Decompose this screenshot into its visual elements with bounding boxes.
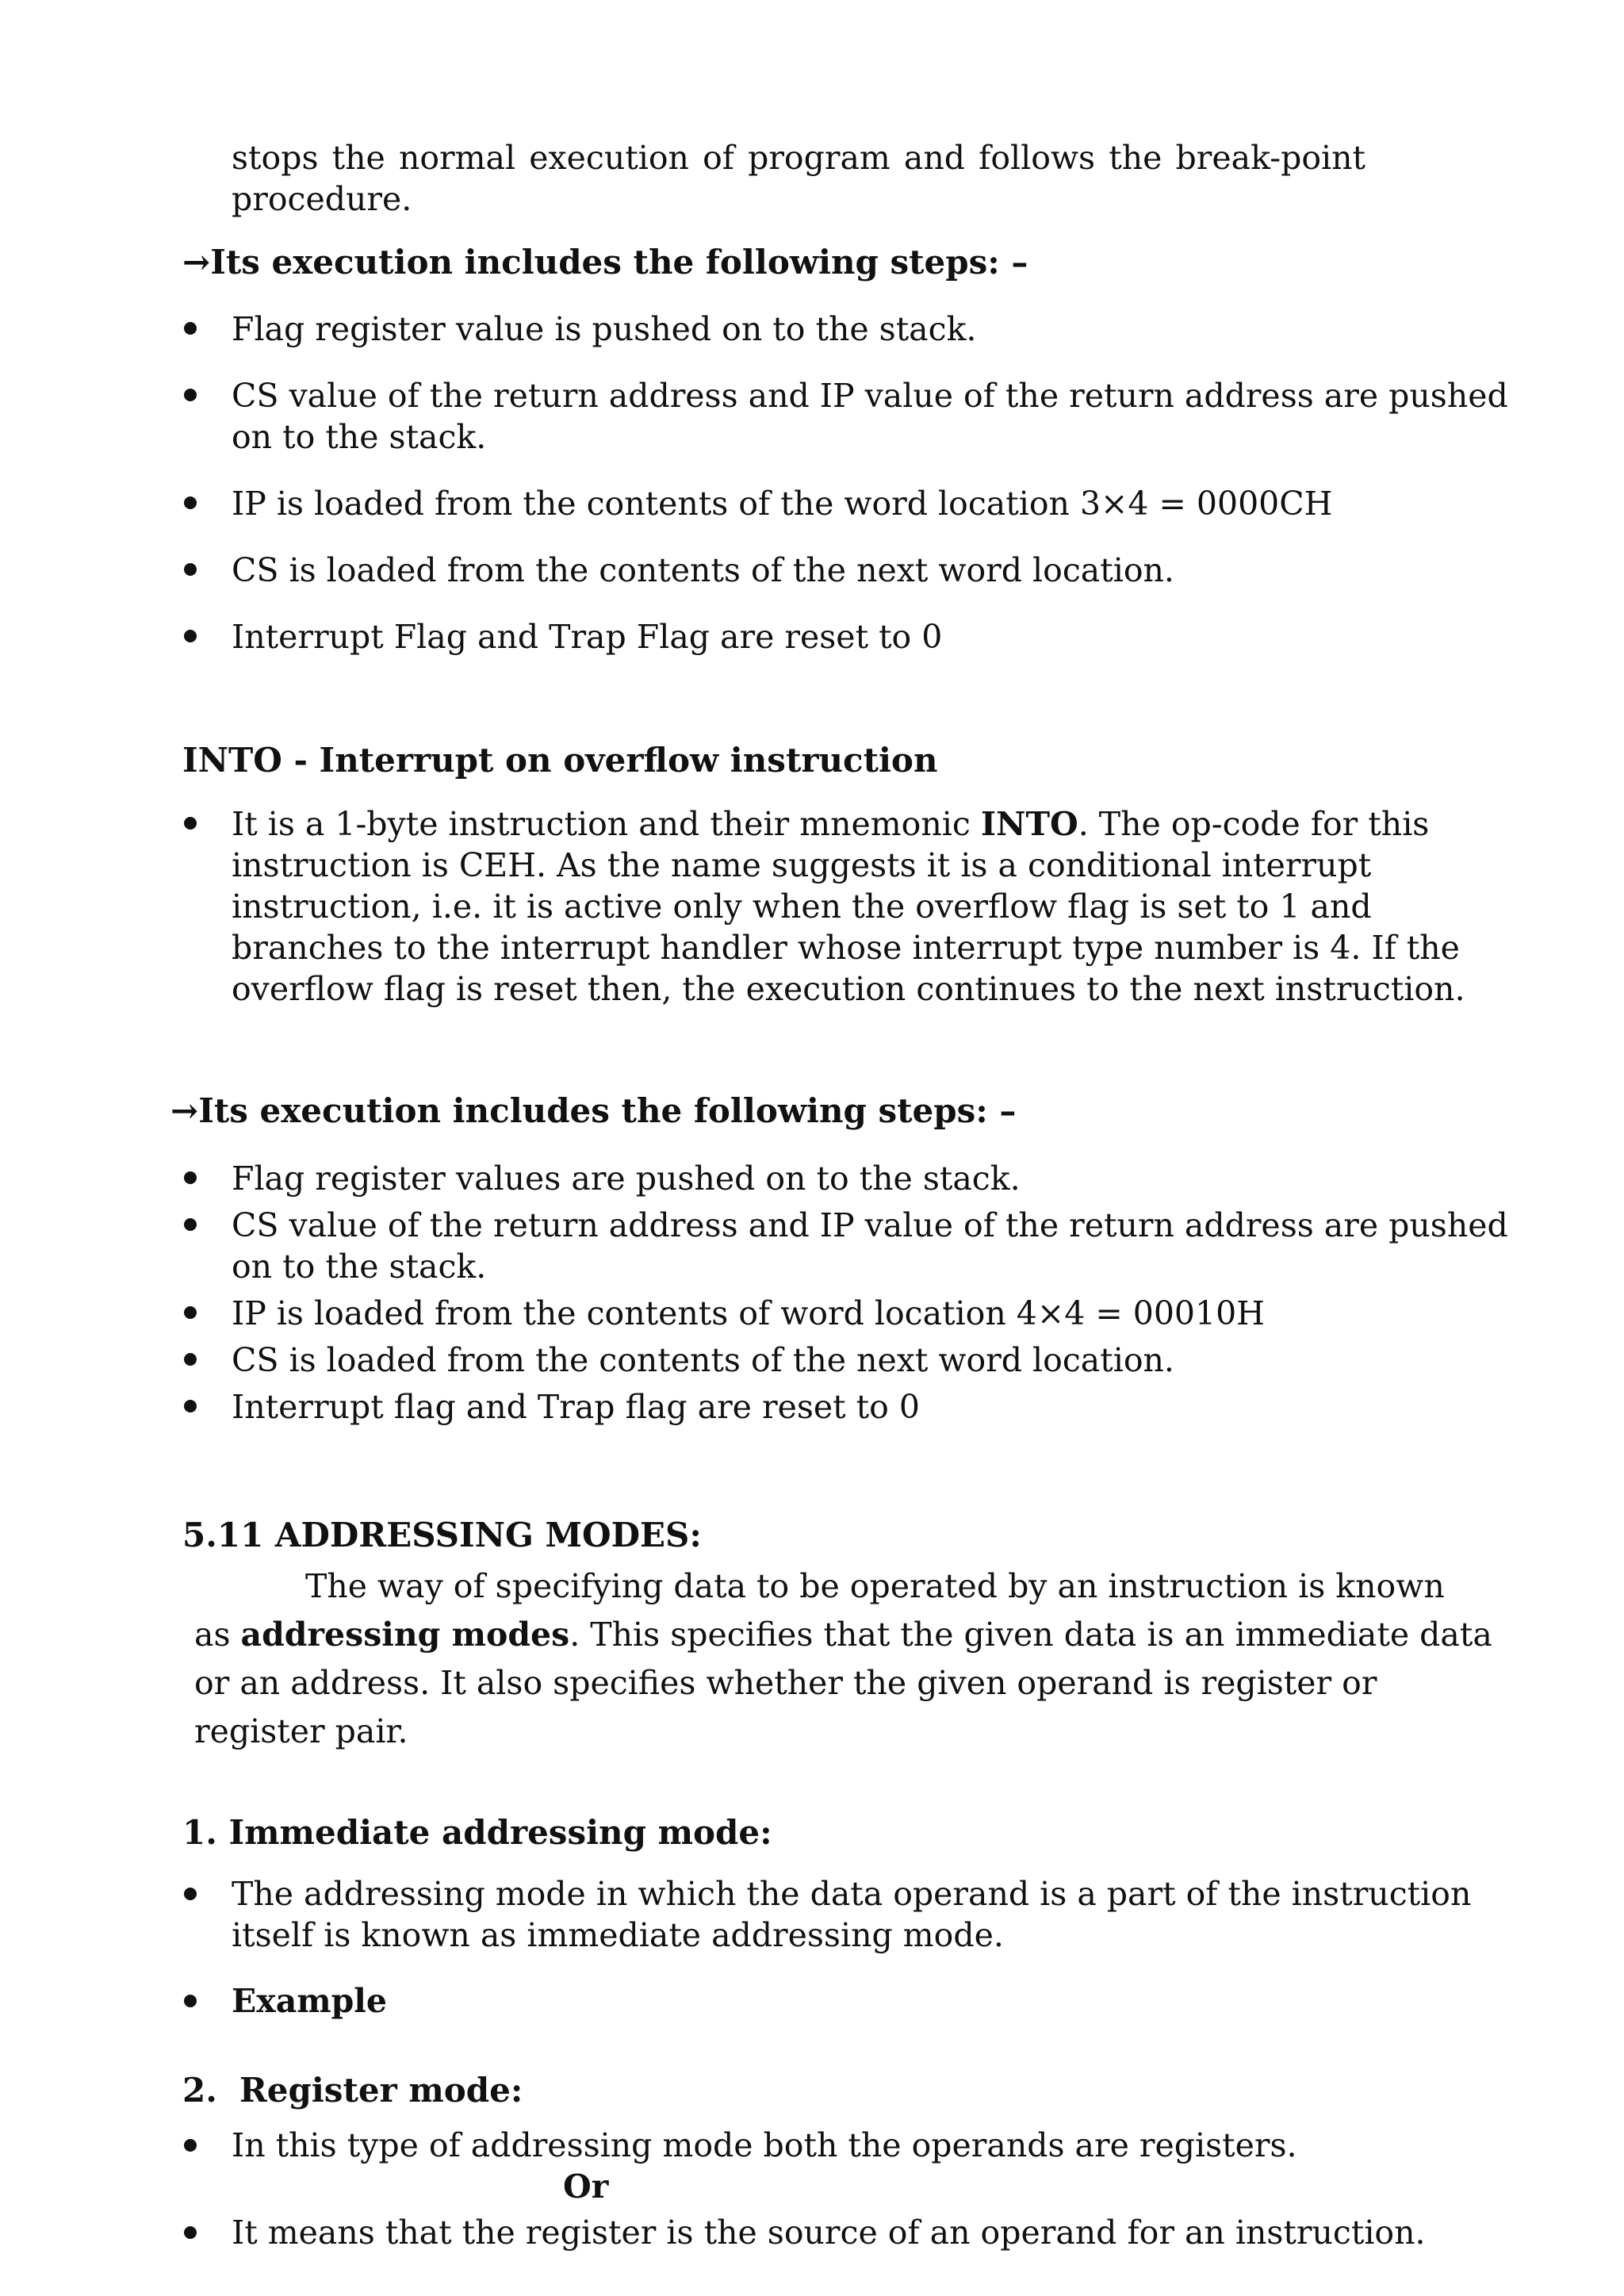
register-or: Or — [563, 2168, 609, 2206]
into-steps-heading-text: Its execution includes the following steps: – — [198, 1091, 1017, 1130]
register-mode-number: 2. — [182, 2071, 217, 2110]
into-desc-text-a: It is a 1-byte instruction and their mnemonic — [232, 805, 981, 843]
arrow-right-icon: → — [170, 1091, 199, 1130]
bullet-icon — [184, 2139, 197, 2152]
bullet-icon — [184, 817, 197, 830]
addressing-para-text-a: as — [194, 1616, 241, 1654]
int3-step-item-2-line-1: CS value of the return address and IP value of the return address are pushed — [232, 377, 1508, 415]
bullet-icon — [184, 389, 197, 401]
bullet-icon — [184, 1306, 197, 1319]
bullet-icon — [184, 1400, 197, 1412]
addressing-para-line-1: The way of specifying data to be operated by an instruction is known — [305, 1567, 1445, 1605]
bullet-icon — [184, 1995, 197, 2007]
into-steps-heading — [170, 1091, 1016, 1132]
into-step-item-3-line-1: IP is loaded from the contents of word location 4×4 = 00010H — [232, 1294, 1265, 1332]
arrow-right-icon: → — [182, 243, 211, 282]
bullet-icon — [184, 1353, 197, 1366]
into-step-item-2-line-1: CS value of the return address and IP value of the return address are pushed — [232, 1206, 1508, 1244]
into-step-item-1-line-1: Flag register values are pushed on to the stack. — [232, 1159, 1021, 1198]
addressing-modes-term: addressing modes — [240, 1616, 570, 1654]
immediate-item-1-line-1: The addressing mode in which the data operand is a part of the instruction — [232, 1875, 1472, 1913]
bullet-icon — [184, 563, 197, 576]
into-desc-line-1 — [232, 803, 1430, 845]
addressing-para-line-3: or an address. It also specifies whether the given operand is register or — [194, 1664, 1377, 1702]
int3-step-item-3-line-1: IP is loaded from the contents of the word location 3×4 = 0000CH — [232, 485, 1333, 523]
into-heading: INTO - Interrupt on overflow instruction — [182, 741, 938, 780]
bullet-icon — [184, 1888, 197, 1900]
addressing-para-text-b: . This specifies that the given data is an immediate data — [569, 1616, 1492, 1654]
int3-step-item-4-line-1: CS is loaded from the contents of the next word location. — [232, 551, 1174, 589]
into-desc-line-3: instruction, i.e. it is active only when the overflow flag is set to 1 and — [232, 887, 1372, 926]
immediate-item-1-line-2: itself is known as immediate addressing mode. — [232, 1916, 1004, 1954]
int3-steps-heading-text: Its execution includes the following steps: – — [210, 243, 1028, 282]
bullet-icon — [184, 322, 197, 335]
bullet-icon — [184, 630, 197, 642]
int3-steps-heading — [182, 242, 1028, 283]
bullet-icon — [184, 1171, 197, 1184]
into-step-item-4-line-1: CS is loaded from the contents of the next word location. — [232, 1341, 1174, 1379]
continuation-line-1: stops the normal execution of program and follows the break-point — [232, 139, 1365, 177]
into-desc-line-2: instruction is CEH. As the name suggests it is a conditional interrupt — [232, 846, 1372, 884]
into-desc-line-4: branches to the interrupt handler whose interrupt type number is 4. If the — [232, 929, 1460, 967]
int3-step-item-5-line-1: Interrupt Flag and Trap Flag are reset to 0 — [232, 618, 943, 656]
register-item-1: In this type of addressing mode both the operands are registers. — [232, 2126, 1297, 2164]
int3-step-item-2-line-2: on to the stack. — [232, 418, 487, 456]
register-mode-title: Register mode: — [239, 2071, 523, 2110]
int3-step-item-1-line-1: Flag register value is pushed on to the stack. — [232, 310, 977, 348]
addressing-para-line-4: register pair. — [194, 1712, 408, 1750]
register-item-2: It means that the register is the source of an operand for an instruction. — [232, 2214, 1426, 2252]
addressing-modes-heading: 5.11 ADDRESSING MODES: — [182, 1516, 702, 1554]
bullet-icon — [184, 2226, 197, 2239]
register-mode-heading — [182, 2070, 523, 2111]
into-mnemonic: INTO — [980, 805, 1078, 843]
into-desc-text-b: . The op-code for this — [1078, 805, 1430, 843]
continuation-line-2: procedure. — [232, 180, 412, 218]
into-step-item-5-line-1: Interrupt flag and Trap flag are reset to 0 — [232, 1388, 920, 1426]
immediate-mode-heading: 1. Immediate addressing mode: — [182, 1813, 772, 1852]
addressing-para-line-2 — [194, 1614, 1492, 1655]
immediate-example: Example — [232, 1982, 387, 2020]
into-desc-line-5: overflow flag is reset then, the execution continues to the next instruction. — [232, 970, 1465, 1008]
bullet-icon — [184, 1218, 197, 1231]
into-step-item-2-line-2: on to the stack. — [232, 1248, 487, 1286]
bullet-icon — [184, 496, 197, 509]
